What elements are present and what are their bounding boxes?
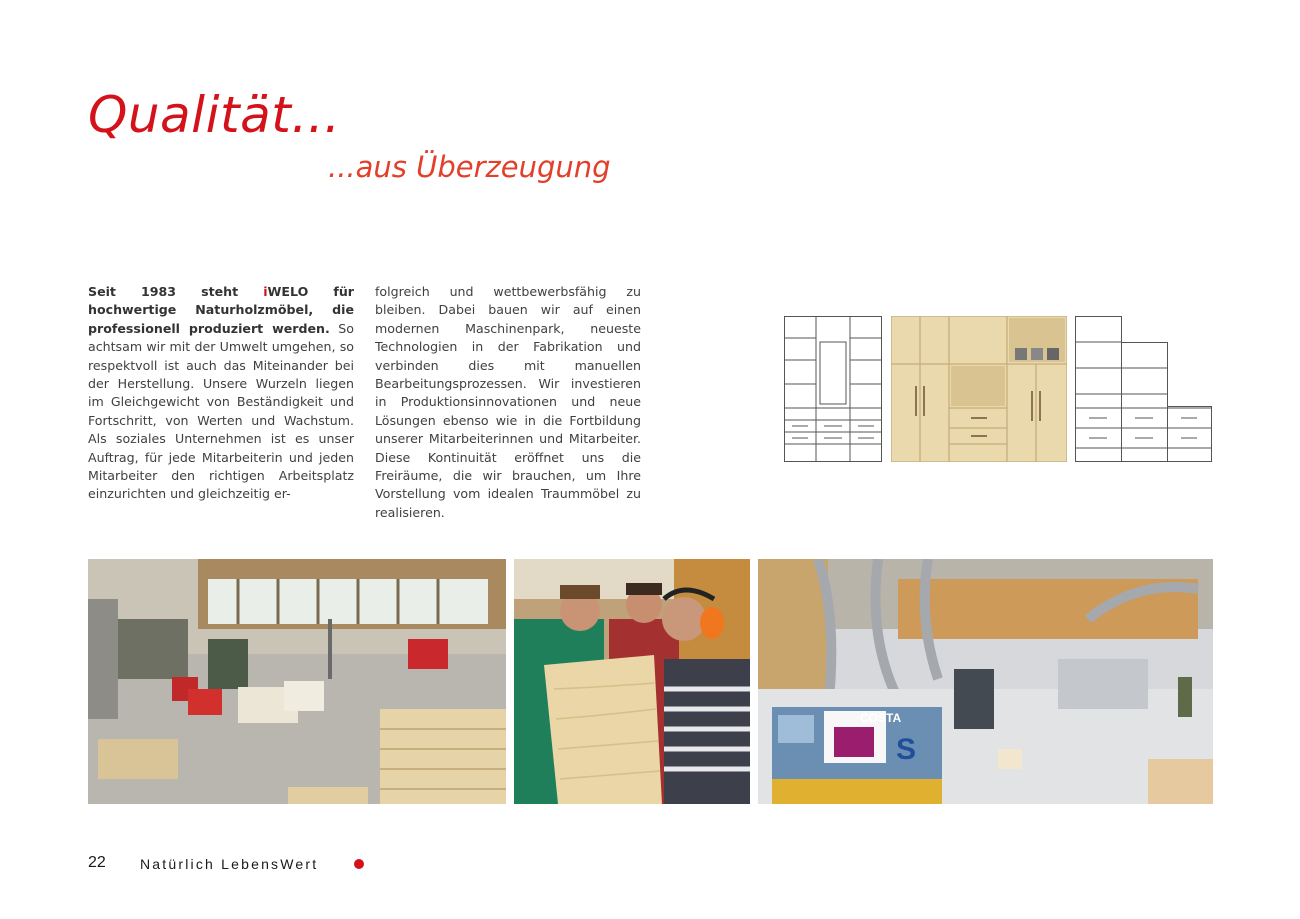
furniture-image-wardrobe [891, 316, 1067, 466]
page-title: Qualität... [88, 86, 341, 144]
body-text-column-1 [88, 283, 354, 504]
intro-post: für hochwertige Naturholzmöbel, die professionell produziert werden. [88, 284, 354, 336]
machine-brand-label: COSTA [860, 711, 902, 725]
furniture-drawing-shelf-outline [784, 316, 882, 466]
furniture-drawing-stepped-shelf [1075, 316, 1213, 466]
body-text-column-2: folgreich und wettbewerbsfähig zu bleiben. Dabei bauen wir auf einen modernen Maschinenpark, neueste Technologien in der Fabrikation und verbinden dies mit manuellen Bearbeitungsprozessen. Wir investieren in Produktionsinnovationen und neue Lösungen ebenso wie in die Fortbildung unserer Mitarbeiterinnen und Mitarbeiter. Diese Kontinuität eröffnet uns die Freiräume, die wir brauchen, um Ihre Vorstellung vom idealen Traummöbel zu realisieren. [375, 284, 641, 520]
machine-badge-letter: S [896, 733, 917, 766]
footer-tagline: Natürlich LebensWert [140, 856, 319, 872]
intro-bold [88, 284, 354, 336]
col1-text: So achtsam wir mit der Umwelt umgehen, so respektvoll ist auch das Miteinander bei der Herstellung. Unsere Wurzeln liegen im Gleichgewicht von Beständigkeit und Fortschritt, von Werten und Wachstum. Als soziales Unternehmen ist es unser Auftrag, für jede Mitarbeiterin und jeden Mitarbeiter den richtigen Arbeitsplatz einzurichten und gleichzeitig er- [88, 320, 354, 502]
intro-pre: Seit 1983 steht [88, 284, 264, 299]
page-number: 22 [88, 854, 106, 871]
photo-production-hall [758, 559, 1213, 804]
page-subtitle: ...aus Überzeugung [328, 150, 611, 184]
photo-workshop-hall [88, 559, 506, 804]
photo-workers-inspecting-panel [514, 559, 750, 804]
footer-red-dot [354, 859, 364, 869]
brand-i: i [263, 284, 268, 299]
brand-name: WELO [267, 284, 309, 299]
